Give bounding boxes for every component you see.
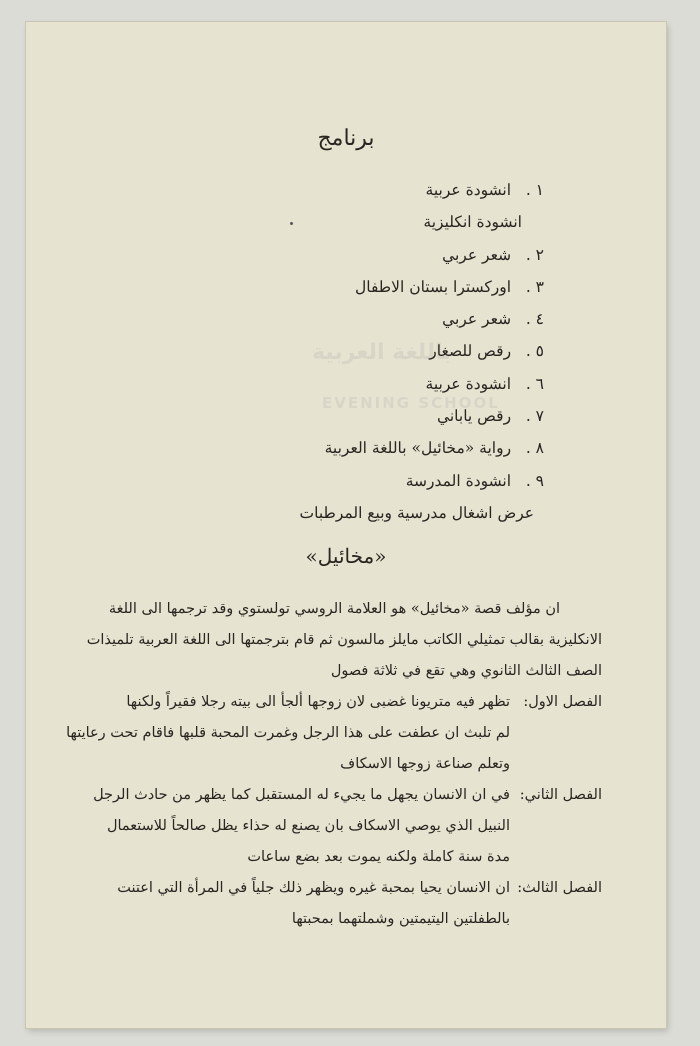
act-line: مدة سنة كاملة ولكنه يموت بعد بضع ساعات [247, 849, 510, 865]
act-label: الفصل الاول: [523, 694, 602, 710]
bleed-through-text: EVENING SCHOOL [322, 394, 500, 412]
synopsis [42, 594, 602, 935]
program-item: ٩ . انشودة المدرسة [405, 471, 544, 490]
program-item: ٤ . شعر عربي [442, 310, 544, 329]
act-label: الفصل الثاني: [519, 787, 602, 803]
act-line: لم تلبث ان عطفت على هذا الرجل وغمرت المحبة قلبها فاقام تحت رعايتها [66, 725, 510, 741]
program-item: انشودة انكليزية [423, 213, 522, 232]
program-item: ١ . انشودة عربية [425, 181, 544, 199]
act-1 [42, 687, 602, 780]
act-line: بالطفلتين اليتيمتين وشملتهما بمحبتها [291, 911, 510, 927]
act-line: النبيل الذي يوصي الاسكاف بان يصنع له حذاء يظل صالحاً للاستعمال [106, 818, 510, 834]
act-line: في ان الانسان يجهل ما يجيء له المستقبل كما يظهر من حادث الرجل [93, 787, 510, 803]
program-sheet [26, 22, 666, 1028]
section-title: «مخائيل» [305, 544, 387, 568]
act-line: ان الانسان يحيا بمحبة غيره ويظهر ذلك جلياً في المرأة التي اعتنت [117, 880, 510, 896]
program-item: ٢ . شعر عربي [442, 245, 544, 264]
program-list [244, 174, 544, 529]
program-item: ٣ . اوركسترا بستان الاطفال [354, 277, 544, 296]
act-line: تظهر فيه متريونا غضبى لان زوجها ألجأ الى بيته رجلا فقيراً ولكنها [126, 694, 510, 710]
act-text [42, 873, 510, 935]
page-title: برنامج [317, 126, 375, 151]
bleed-through-text: ﺑﺎﻟﻠﻐﺔ ﺍﻟﻌﺮﺑﻴﺔ [312, 340, 452, 365]
act-text [42, 687, 510, 780]
program-item: ٧ . رقص ياباني [436, 407, 544, 426]
act-line: وتعلم صناعة زوجها الاسكاف [340, 756, 510, 772]
intro-line: ان مؤلف قصة «مخائيل» هو العلامة الروسي تولستوي وقد ترجمها الى اللغة [108, 601, 560, 617]
program-item: ٦ . انشودة عربية [425, 374, 544, 393]
act-label: الفصل الثالث: [517, 880, 602, 896]
act-2 [42, 780, 602, 873]
intro-line: الانكليزية بقالب تمثيلي الكاتب مايلز مالسون ثم قام بترجمتها الى اللغة العربية تلميذات [86, 632, 602, 648]
intro-line: الصف الثالث الثانوي وهي تقع في ثلاثة فصول [330, 663, 602, 679]
program-item: ٨ . رواية «مخائيل» باللغة العربية [324, 439, 544, 458]
program-item: عرض اشغال مدرسية وبيع المرطبات [299, 503, 534, 522]
act-3 [42, 873, 602, 935]
program-item: ٥ . رقص للصغار [429, 342, 544, 361]
act-text [42, 780, 510, 873]
intro-paragraph [42, 594, 602, 687]
